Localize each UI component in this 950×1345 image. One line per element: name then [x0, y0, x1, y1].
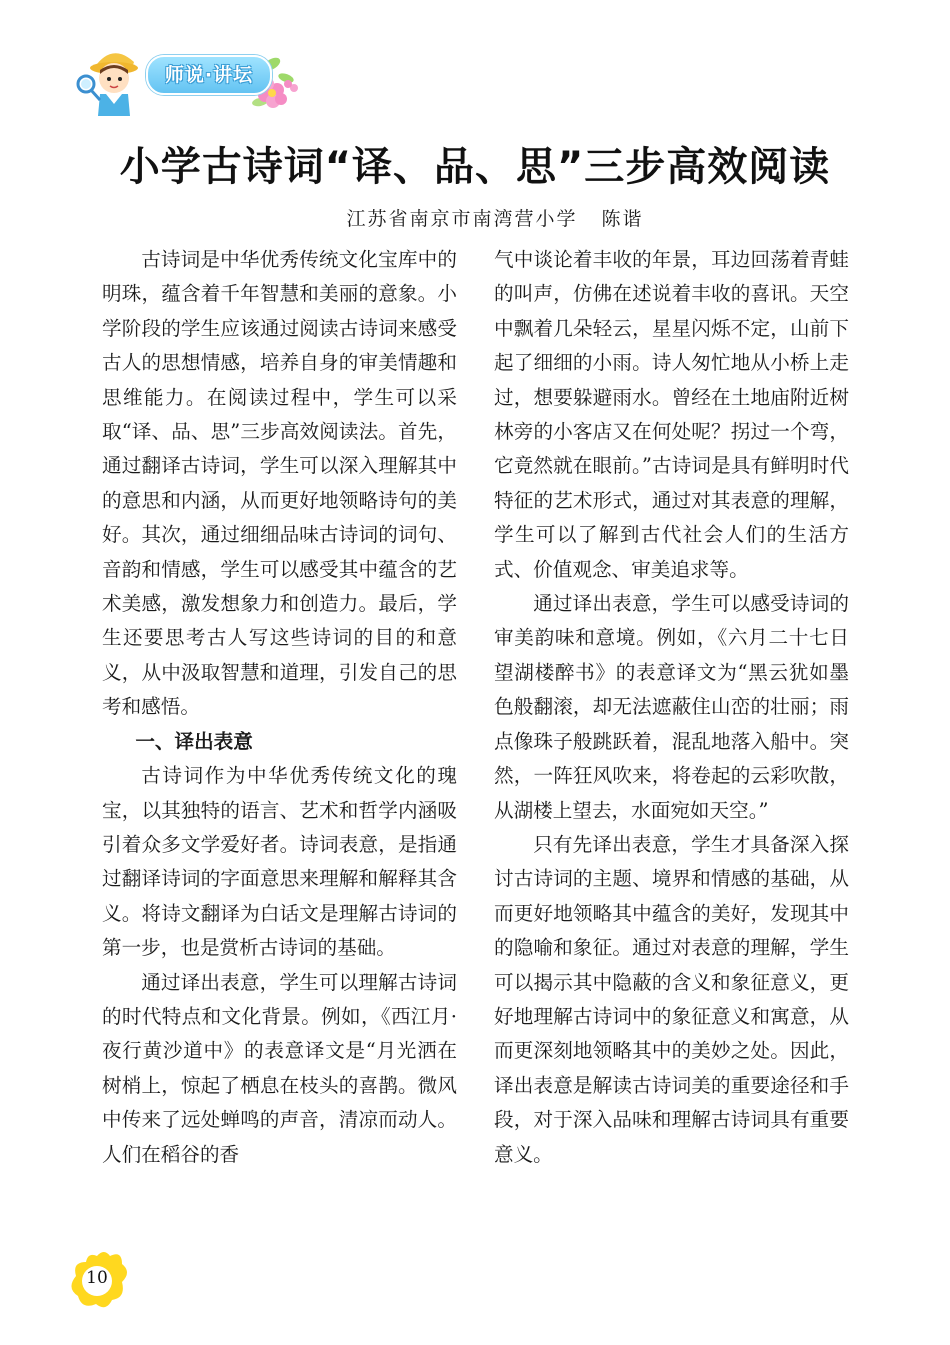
section-heading: 一、译出表意: [135, 729, 253, 753]
author-affiliation: 江苏省南京市南湾营小学: [346, 208, 578, 230]
page-number: 10: [86, 1268, 108, 1288]
section-header: [72, 38, 302, 116]
section-badge: [146, 55, 272, 95]
column-left: [102, 243, 457, 1172]
section-label: 师说·讲坛: [164, 64, 254, 86]
intro-paragraph: 古诗词是中华优秀传统文化宝库中的明珠，蕴含着千年智慧和美丽的意象。小学阶段的学生应该通过阅读古诗词来感受古人的思想情感，培养自身的审美情趣和思维能力。在阅读过程中，学生可以采取“译、品、思”三步高效阅读法。首先，通过翻译古诗词，学生可以深入理解其中的意思和内涵，从而更好地领略诗句的美好。其次，通过细细品味古诗词的词句、音韵和情感，学生可以感受其中蕴含的艺术美感，激发想象力和创造力。最后，学生还要思考古人写这些诗词的目的和意义，从中汲取智慧和道理，引发自己的思考和感悟。: [102, 248, 457, 719]
author-name: 陈谐: [601, 208, 644, 230]
page-number-badge: [64, 1246, 136, 1318]
paragraph: 古诗词作为中华优秀传统文化的瑰宝，以其独特的语言、艺术和哲学内涵吸引着众多文学爱好者。诗词表意，是指通过翻译诗词的字面意思来理解和解释其含义。将诗文翻译为白话文是理解古诗词的第一步，也是赏析古诗词的基础。: [102, 764, 457, 960]
column-right: [494, 243, 849, 1172]
paragraph-continued: 气中谈论着丰收的年景，耳边回荡着青蛙的叫声，仿佛在述说着丰收的喜讯。天空中飘着几朵轻云，星星闪烁不定，山前下起了细细的小雨。诗人匆忙地从小桥上走过，想要躲避雨水。曾经在土地庙附近树林旁的小客店又在何处呢？拐过一个弯，它竟然就在眼前。”古诗词是具有鲜明时代特征的艺术形式，通过对其表意的理解，学生可以了解到古代社会人们的生活方式、价值观念、审美追求等。: [494, 248, 849, 581]
paragraph: 只有先译出表意，学生才具备深入探讨古诗词的主题、境界和情感的基础，从而更好地领略其中蕴含的美好，发现其中的隐喻和象征。通过对表意的理解，学生可以揭示其中隐蔽的含义和象征意义，更好地理解古诗词中的象征意义和寓意，从而更深刻地领略其中的美妙之处。因此，译出表意是解读古诗词美的重要途径和手段，对于深入品味和理解古诗词具有重要意义。: [494, 832, 849, 1166]
paragraph: 通过译出表意，学生可以感受诗词的审美韵味和意境。例如，《六月二十七日望湖楼醉书》的表意译文为“黑云犹如墨色般翻滚，却无法遮蔽住山峦的壮丽；雨点像珠子般跳跃着，混乱地落入船中。突然，一阵狂风吹来，将卷起的云彩吹散，从湖楼上望去，水面宛如天空。”: [494, 592, 849, 822]
author-line: [0, 204, 950, 231]
paragraph: 通过译出表意，学生可以理解古诗词的时代特点和文化背景。例如，《西江月·夜行黄沙道中》的表意译文是“月光洒在树梢上，惊起了栖息在枝头的喜鹊。微风中传来了远处蝉鸣的声音，清凉而动人。人们在稻谷的香: [102, 970, 457, 1166]
article-title: 小学古诗词“译、品、思”三步高效阅读: [119, 144, 831, 190]
